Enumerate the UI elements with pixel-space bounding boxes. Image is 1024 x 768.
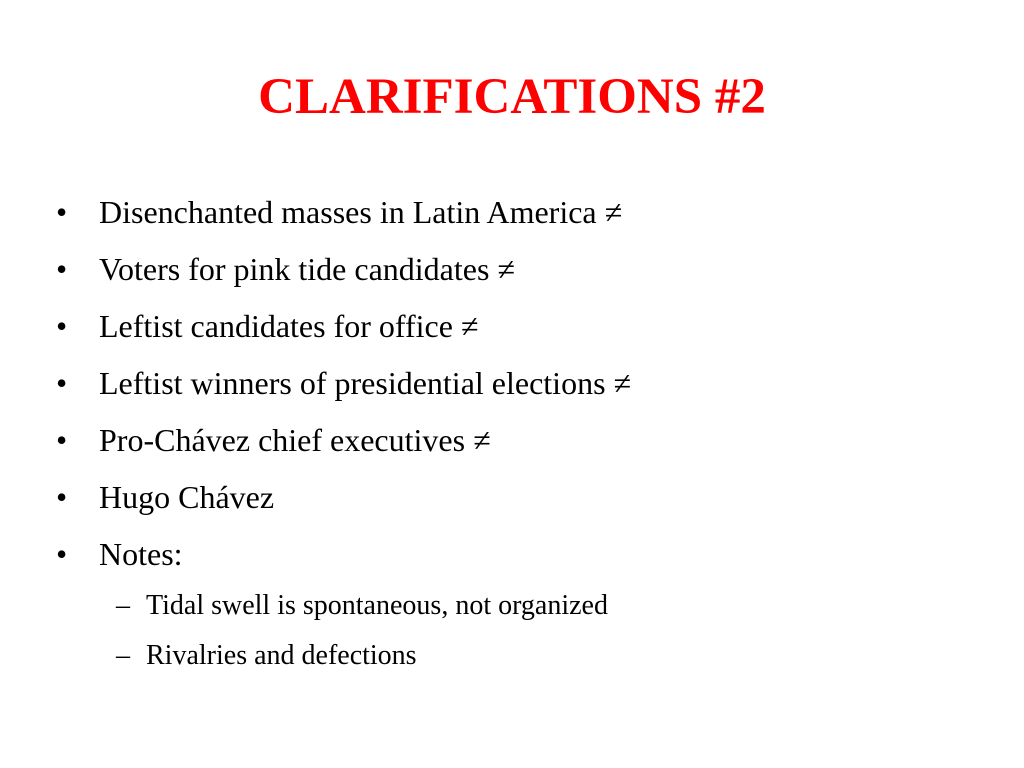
sub-bullet-text: Tidal swell is spontaneous, not organized [146,590,608,621]
bullet-text: Pro-Chávez chief executives ≠ [99,422,491,458]
sub-bullet-marker: – [116,640,130,671]
bullet-text: Leftist candidates for office ≠ [99,308,479,344]
bullet-text: Voters for pink tide candidates ≠ [99,251,515,287]
bullet-text: Notes: [99,536,183,572]
bullet-text: Hugo Chávez [99,479,275,515]
bullet-marker: • [56,422,68,458]
slide-title: CLARIFICATIONS #2 [258,69,766,125]
bullet-marker: • [56,251,68,287]
bullet-marker: • [56,308,68,344]
bullet-text: Leftist winners of presidential elections ≠ [99,365,632,401]
bullet-text: Disenchanted masses in Latin America ≠ [99,194,623,230]
bullet-marker: • [56,194,68,230]
sub-bullet-marker: – [116,590,130,621]
bullet-marker: • [56,479,68,515]
bullet-marker: • [56,365,68,401]
bullet-marker: • [56,536,68,572]
sub-bullet-text: Rivalries and defections [146,640,417,671]
